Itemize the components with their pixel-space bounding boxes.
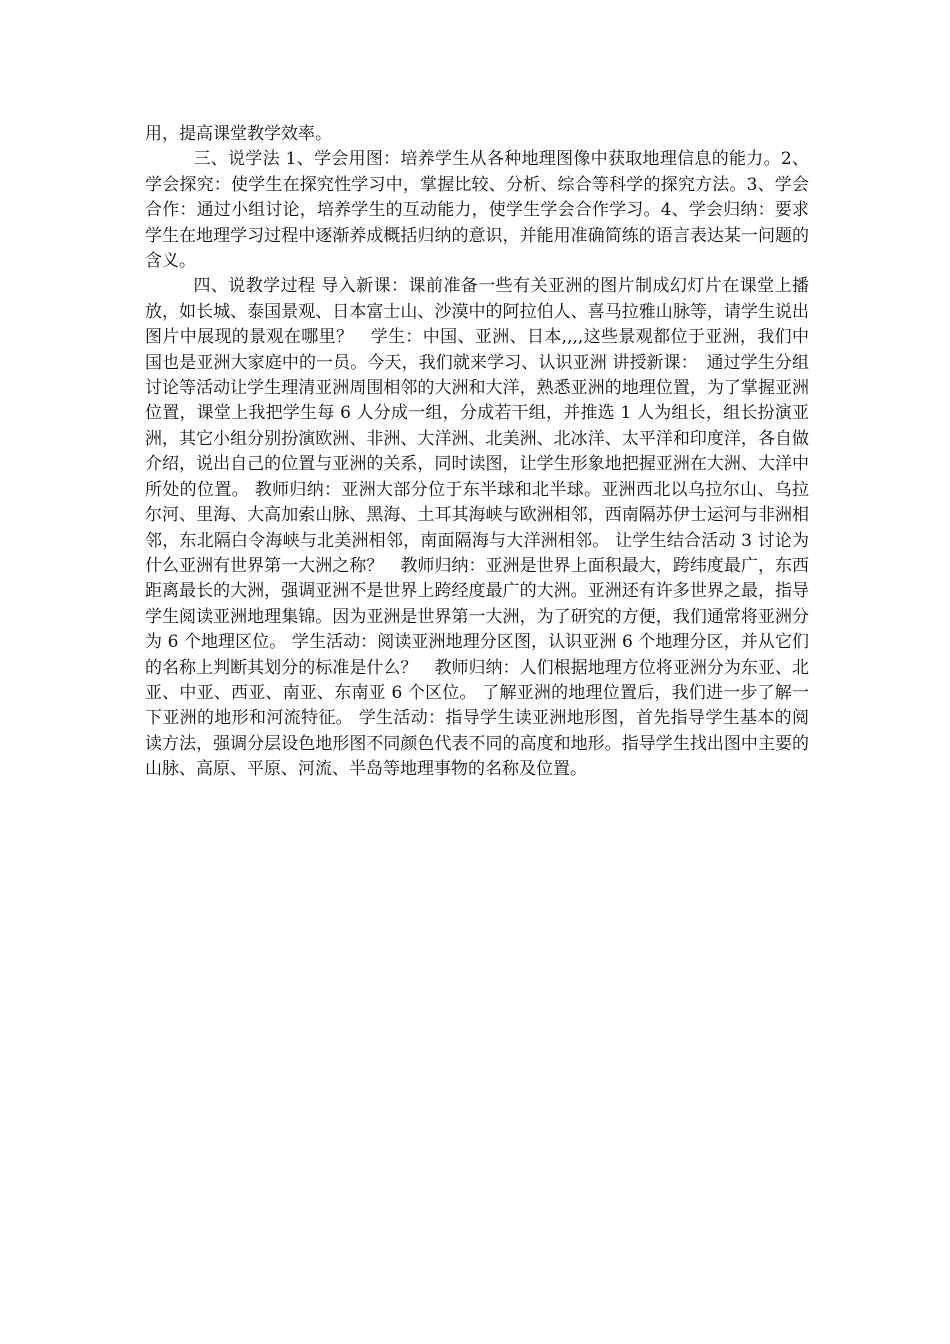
document-body xyxy=(145,122,809,783)
paragraph-continuation: 用，提高课堂教学效率。 xyxy=(145,124,332,144)
paragraph-learning-methods: 三、说学法 1、学会用图：培养学生从各种地理图像中获取地理信息的能力。2、学会探究：使学生在探究性学习中，掌握比较、分析、综合等科学的探究方法。3、学会合作：通过小组讨论，培养学生的互动能力，使学生学会合作学习。4、学会归纳：要求学生在地理学习过程中逐渐养成概括归纳的意识，并能用准确简练的语言表达某一问题的含义。 xyxy=(145,149,809,272)
paragraph-teaching-process: 四、说教学过程 导入新课：课前准备一些有关亚洲的图片制成幻灯片在课堂上播放，如长城、泰国景观、日本富士山、沙漠中的阿拉伯人、喜马拉雅山脉等，请学生说出图片中展现的景观在哪里？ 学生：中国、亚洲、日本,,,,这些景观都位于亚洲，我们中国也是亚洲大家庭中的一员。今天，我们就来学习、认识亚洲 讲授新课： 通过学生分组讨论等活动让学生理清亚洲周围相邻的大洲和大洋，熟悉亚洲的地理位置，为了掌握亚洲位置，课堂上我把学生每 6 人分成一组，分成若干组，并推选 1 人为组长，组长扮演亚洲，其它小组分别扮演欧洲、非洲、大洋洲、北美洲、北冰洋、太平洋和印度洋，各自做介绍，说出自己的位置与亚洲的关系，同时读图，让学生形象地把握亚洲在大洲、大洋中所处的位置。 教师归纳：亚洲大部分位于东半球和北半球。亚洲西北以乌拉尔山、乌拉尔河、里海、大高加索山脉、黑海、土耳其海峡与欧洲相邻，西南隔苏伊士运河与非洲相邻，东北隔白令海峡与北美洲相邻，南面隔海与大洋洲相邻。 让学生结合活动 3 讨论为什么亚洲有世界第一大洲之称？ 教师归纳：亚洲是世界上面积最大，跨纬度最广，东西距离最长的大洲，强调亚洲不是世界上跨经度最广的大洲。亚洲还有许多世界之最，指导学生阅读亚洲地理集锦。因为亚洲是世界第一大洲，为了研究的方便，我们通常将亚洲分为 6 个地理区位。 学生活动：阅读亚洲地理分区图，认识亚洲 6 个地理分区，并从它们的名称上判断其划分的标准是什么？ 教师归纳：人们根据地理方位将亚洲分为东亚、北亚、中亚、西亚、南亚、东南亚 6 个区位。 了解亚洲的地理位置后，我们进一步了解一下亚洲的地形和河流特征。 学生活动：指导学生读亚洲地形图，首先指导学生基本的阅读方法，强调分层设色地形图不同颜色代表不同的高度和地形。指导学生找出图中主要的山脉、高原、平原、河流、半岛等地理事物的名称及位置。 xyxy=(145,276,809,780)
